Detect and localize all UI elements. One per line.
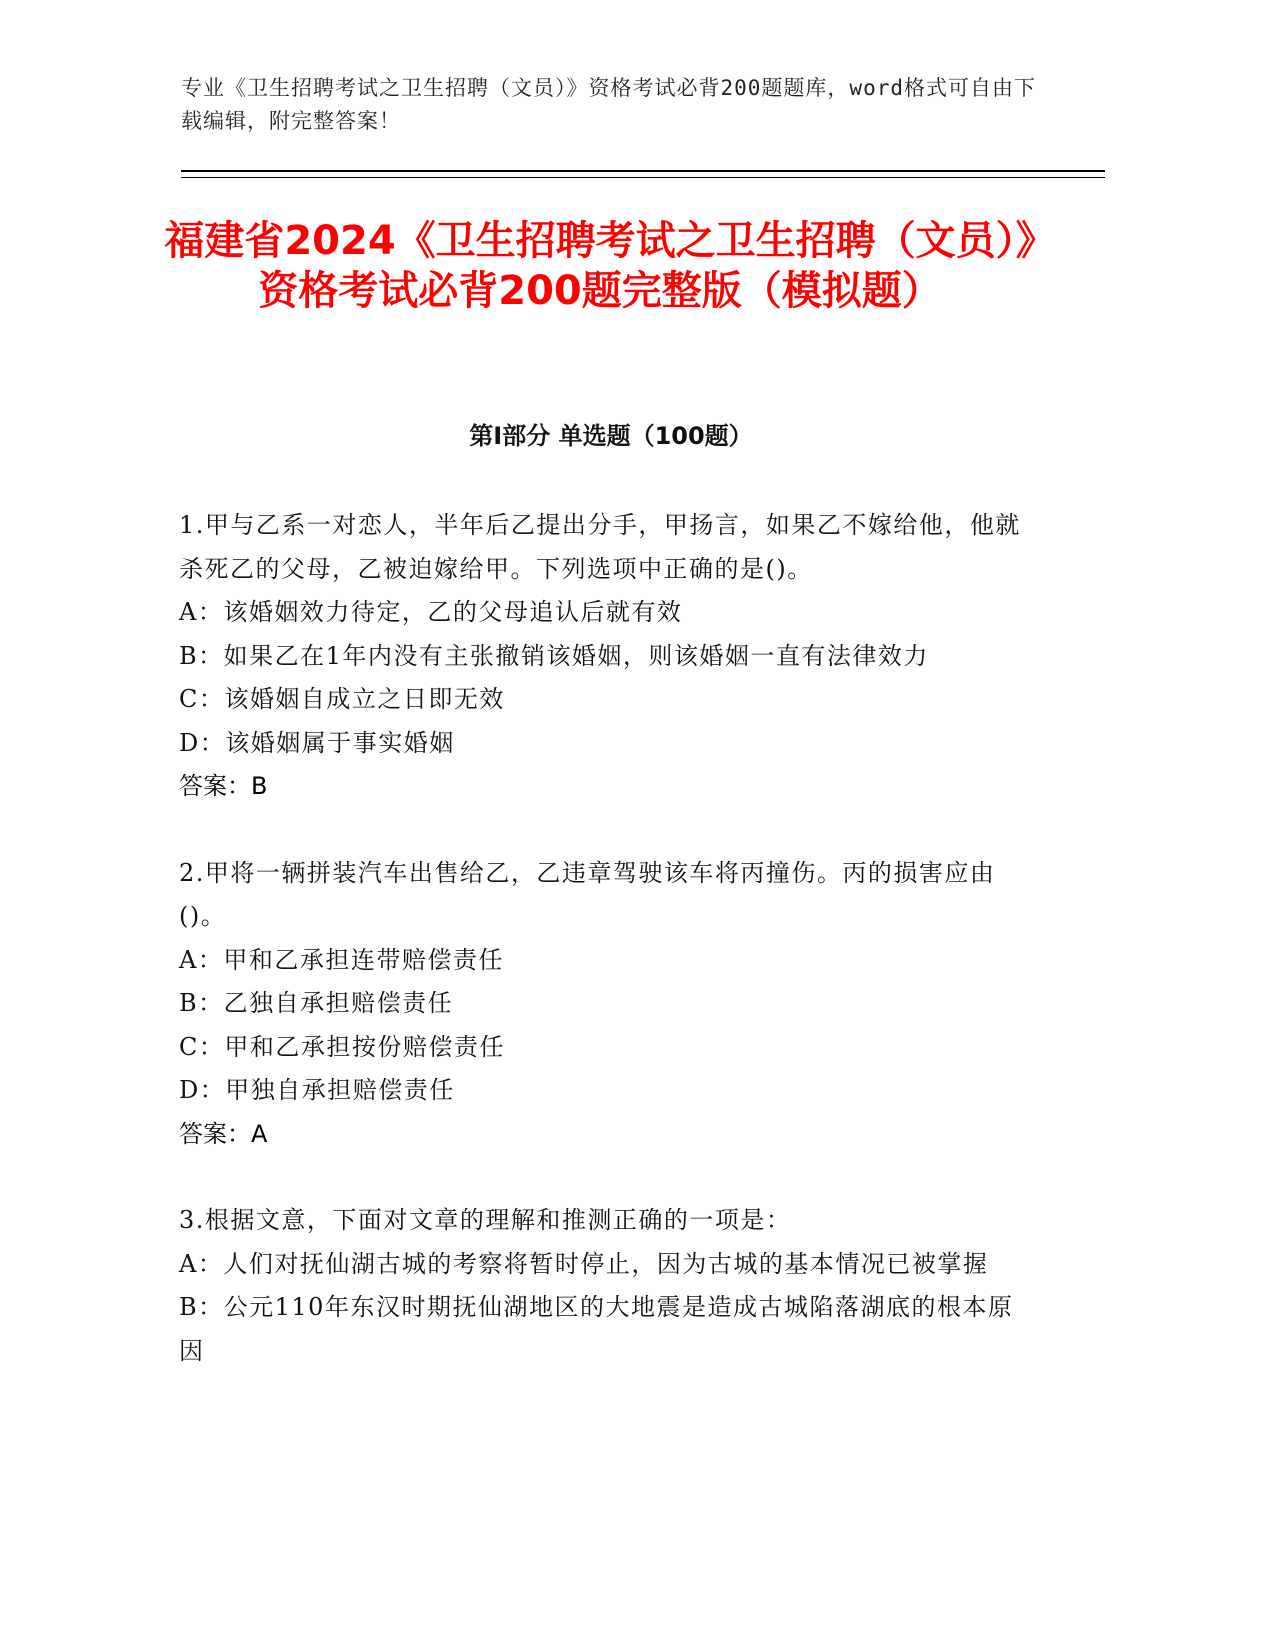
option-b: B：如果乙在1年内没有主张撤销该婚姻，则该婚姻一直有法律效力 <box>179 641 929 670</box>
question-stem: 1.甲与乙系一对恋人，半年后乙提出分手，甲扬言，如果乙不嫁给他，他就杀死乙的父母，乙被迫嫁给甲。下列选项中正确的是()。 <box>179 511 1021 583</box>
header-note: 专业《卫生招聘考试之卫生招聘（文员）》资格考试必背200题题库，word格式可自由下载编辑，附完整答案！ <box>181 76 1036 133</box>
question-stem: 2.甲将一辆拼装汽车出售给乙，乙违章驾驶该车将丙撞伤。丙的损害应由()。 <box>179 858 996 930</box>
option-a: A：人们对抚仙湖古城的考察将暂时停止，因为古城的基本情况已被掌握 <box>179 1249 989 1278</box>
option-c: C：甲和乙承担按份赔偿责任 <box>179 1032 505 1061</box>
section-heading: 第I部分 单选题（100题） <box>469 422 753 450</box>
option-b: B：公元110年东汉时期抚仙湖地区的大地震是造成古城陷落湖底的根本原因 <box>179 1293 1014 1365</box>
option-d: D：该婚姻属于事实婚姻 <box>179 728 455 757</box>
document-title: 福建省2024《卫生招聘考试之卫生招聘（文员）》资格考试必背200题完整版（模拟题） <box>164 218 1036 314</box>
question-item <box>179 852 1029 1157</box>
answer-label: 答案：A <box>179 1119 268 1148</box>
question-item <box>179 1199 1029 1373</box>
question-list <box>179 504 1029 1416</box>
header-divider-thick <box>181 170 1105 172</box>
option-a: A：该婚姻效力待定，乙的父母追认后就有效 <box>179 598 683 626</box>
question-stem: 3.根据文意，下面对文章的理解和推测正确的一项是： <box>179 1206 792 1234</box>
option-a: A：甲和乙承担连带赔偿责任 <box>179 945 504 974</box>
answer-label: 答案：B <box>179 772 268 800</box>
option-b: B：乙独自承担赔偿责任 <box>179 989 454 1017</box>
option-d: D：甲独自承担赔偿责任 <box>179 1076 455 1104</box>
header-divider-thin <box>181 177 1105 178</box>
option-c: C：该婚姻自成立之日即无效 <box>179 685 505 713</box>
question-item <box>179 504 1029 809</box>
